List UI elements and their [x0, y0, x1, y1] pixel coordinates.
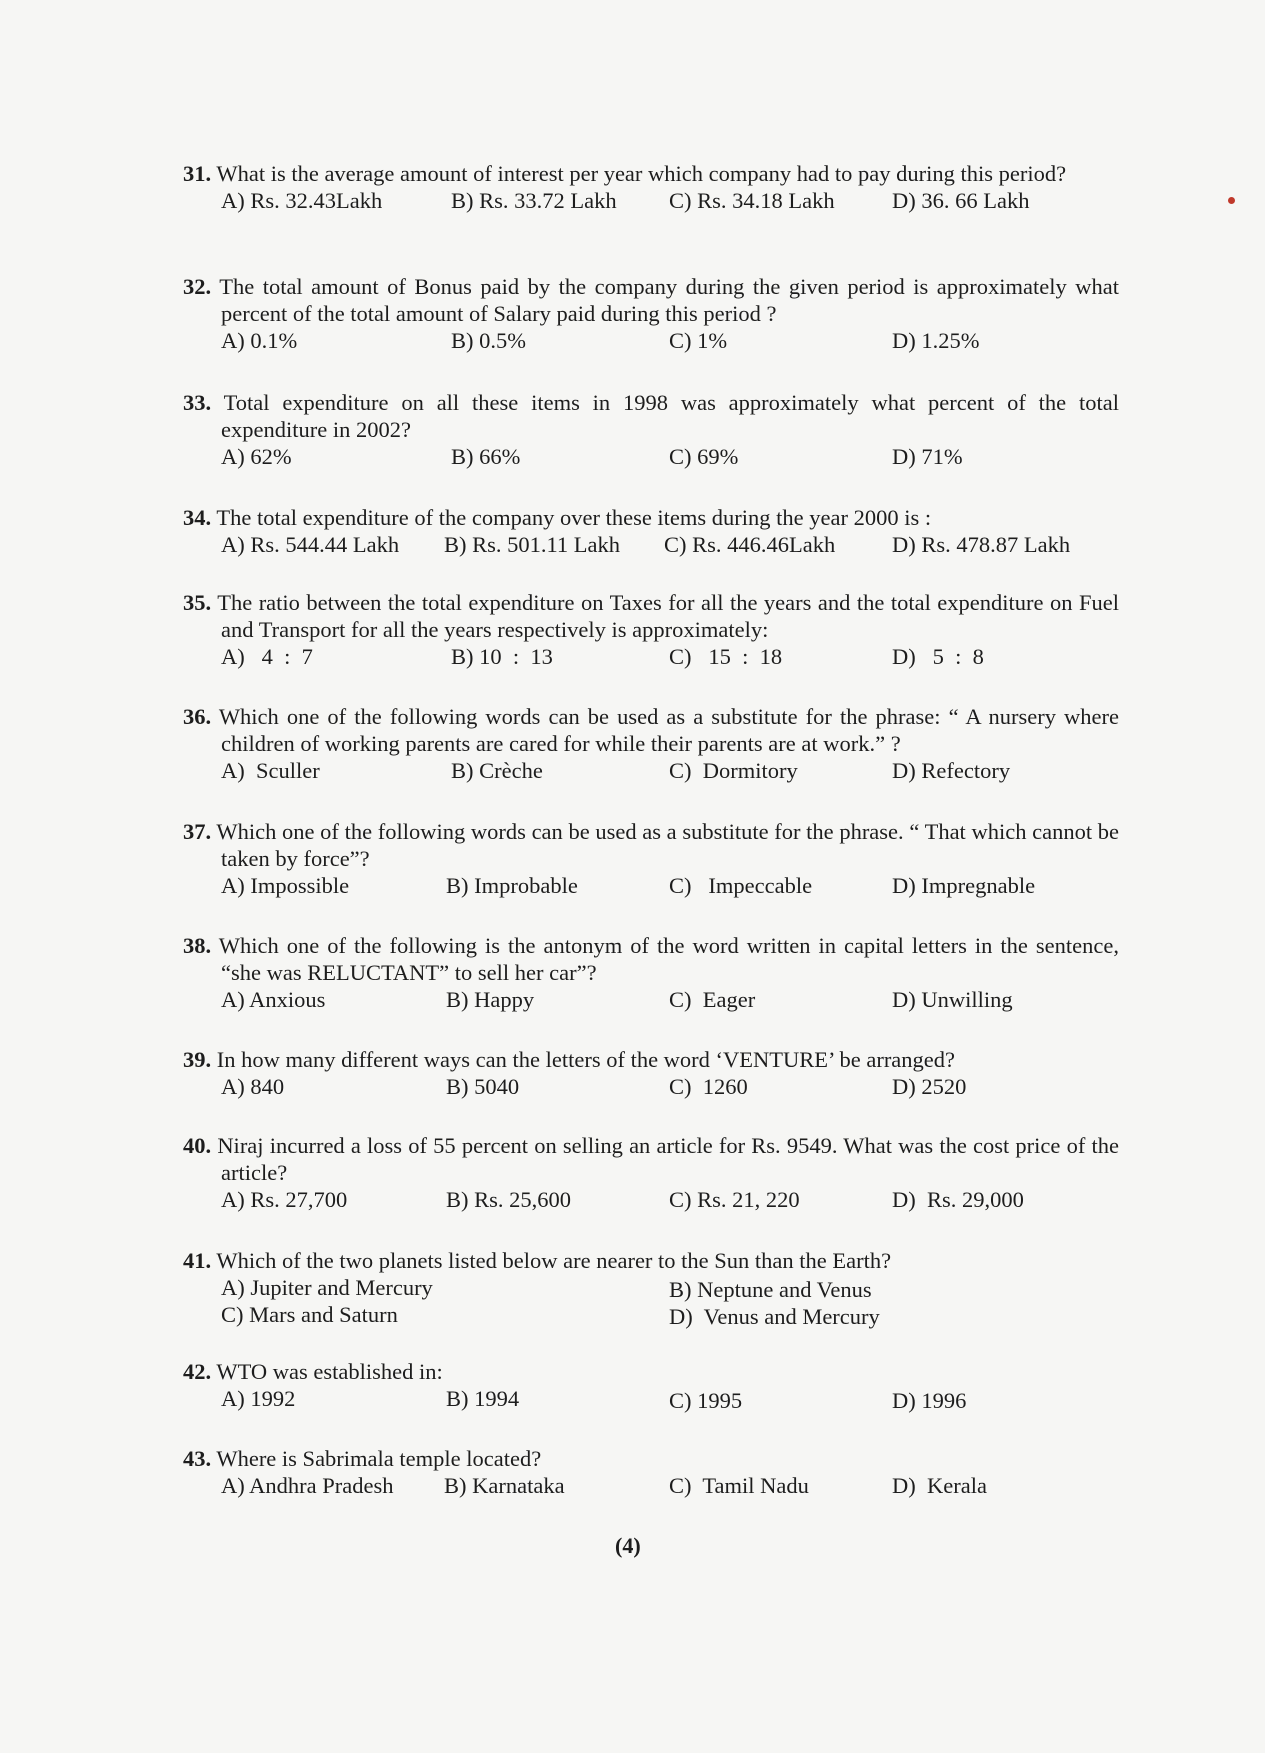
question-text: Total expenditure on all these items in 1998 was approximately what percent of the total expenditure in 2002?: [221, 390, 1119, 442]
options-row: [221, 1186, 1119, 1214]
question-number: 38.: [183, 933, 212, 958]
question-number: 35.: [183, 590, 212, 615]
option-c: C) Impeccable: [669, 873, 813, 898]
option-b: B) Happy: [446, 987, 535, 1012]
page-number: (4): [615, 1533, 641, 1558]
options-row: [221, 872, 1119, 900]
option-c: C) 1%: [669, 328, 728, 353]
option-c: C) 69%: [669, 444, 739, 469]
option-c: C) Rs. 21, 220: [669, 1187, 800, 1212]
options-grid: [221, 1274, 1119, 1330]
question-number: 32.: [183, 274, 212, 299]
option-d: D) 2520: [892, 1074, 967, 1099]
option-b: B) 5040: [446, 1074, 520, 1099]
option-b: B) 66%: [451, 444, 521, 469]
option-b: B) Karnataka: [444, 1473, 565, 1498]
option-a: A) Jupiter and Mercury: [221, 1275, 433, 1300]
options-row: [221, 443, 1119, 471]
options-row: [221, 986, 1119, 1014]
option-d: D) Rs. 29,000: [892, 1187, 1024, 1212]
options-row: [221, 327, 1119, 355]
question-number: 37.: [183, 819, 212, 844]
option-b: B) 10 : 13: [451, 644, 553, 669]
question-33: [183, 389, 1119, 471]
question-36: [183, 703, 1119, 785]
option-c: C) 15 : 18: [669, 644, 783, 669]
option-d: D) 1996: [892, 1388, 967, 1413]
option-c: C) Dormitory: [669, 758, 798, 783]
option-a: A) 62%: [221, 444, 292, 469]
option-b: B) 1994: [446, 1386, 520, 1411]
options-row: [221, 757, 1119, 785]
option-c: C) Mars and Saturn: [221, 1302, 398, 1327]
question-41: [183, 1247, 1119, 1330]
option-c: C) 1995: [669, 1388, 743, 1413]
question-38: [183, 932, 1119, 1014]
option-d: D) 36. 66 Lakh: [892, 188, 1030, 213]
option-a: A) 1992: [221, 1386, 296, 1411]
ink-speck: [1228, 197, 1235, 204]
option-a: A) Rs. 27,700: [221, 1187, 348, 1212]
option-a: A) 0.1%: [221, 328, 298, 353]
question-39: [183, 1046, 1119, 1101]
option-a: A) Rs. 32.43Lakh: [221, 188, 383, 213]
option-d: D) 1.25%: [892, 328, 980, 353]
question-number: 31.: [183, 161, 212, 186]
question-text: Which one of the following words can be used as a substitute for the phrase: “ A nursery where children of working parents are cared for while their parents are at work.” ?: [218, 704, 1120, 756]
option-b: B) Rs. 25,600: [446, 1187, 572, 1212]
question-text: Niraj incurred a loss of 55 percent on selling an article for Rs. 9549. What was the cost price of the article?: [217, 1133, 1119, 1185]
option-b: B) Rs. 33.72 Lakh: [451, 188, 617, 213]
question-31: [183, 160, 1119, 215]
option-a: A) Anxious: [221, 987, 326, 1012]
question-text: Which of the two planets listed below are nearer to the Sun than the Earth?: [216, 1248, 892, 1273]
question-34: [183, 504, 1119, 559]
option-b: B) Improbable: [446, 873, 578, 898]
options-row: [221, 531, 1119, 559]
option-c: C) Rs. 446.46Lakh: [664, 532, 836, 557]
option-d: D) 71%: [892, 444, 963, 469]
option-a: A) 4 : 7: [221, 644, 313, 669]
option-a: A) Impossible: [221, 873, 350, 898]
option-a: A) 840: [221, 1074, 285, 1099]
option-a: A) Rs. 544.44 Lakh: [221, 532, 400, 557]
option-d: D) Impregnable: [892, 873, 1036, 898]
question-text: WTO was established in:: [216, 1359, 443, 1384]
question-text: Where is Sabrimala temple located?: [216, 1446, 542, 1471]
question-number: 33.: [183, 390, 212, 415]
question-42: [183, 1358, 1119, 1413]
question-number: 39.: [183, 1047, 212, 1072]
option-d: D) Kerala: [892, 1473, 987, 1498]
question-43: [183, 1445, 1119, 1500]
question-40: [183, 1132, 1119, 1214]
option-a: A) Sculler: [221, 758, 320, 783]
option-c: C) Rs. 34.18 Lakh: [669, 188, 835, 213]
option-c: C) 1260: [669, 1074, 748, 1099]
options-row: [221, 1472, 1119, 1500]
question-text: The total amount of Bonus paid by the company during the given period is approximately what percent of the total amount of Salary paid during this period ?: [219, 274, 1119, 326]
options-row: [221, 1073, 1119, 1101]
question-number: 40.: [183, 1133, 212, 1158]
option-d: D) Refectory: [892, 758, 1011, 783]
option-d: D) 5 : 8: [892, 644, 984, 669]
question-37: [183, 818, 1119, 900]
option-b: B) 0.5%: [451, 328, 526, 353]
options-row: [221, 187, 1119, 215]
option-c: C) Eager: [669, 987, 756, 1012]
option-d: D) Rs. 478.87 Lakh: [892, 532, 1071, 557]
question-number: 42.: [183, 1359, 212, 1384]
question-text: In how many different ways can the letters of the word ‘VENTURE’ be arranged?: [216, 1047, 956, 1072]
options-row: [221, 1385, 1119, 1413]
option-d: D) Unwilling: [892, 987, 1013, 1012]
question-text: The ratio between the total expenditure on Taxes for all the years and the total expenditure on Fuel and Transport for all the years respectively is approximately:: [217, 590, 1119, 642]
option-b: B) Rs. 501.11 Lakh: [444, 532, 621, 557]
question-number: 34.: [183, 505, 212, 530]
question-text: What is the average amount of interest per year which company had to pay during this period?: [216, 161, 1067, 186]
option-a: A) Andhra Pradesh: [221, 1473, 394, 1498]
option-c: C) Tamil Nadu: [669, 1473, 809, 1498]
question-32: [183, 273, 1119, 355]
question-number: 41.: [183, 1248, 212, 1273]
question-number: 43.: [183, 1446, 212, 1471]
question-35: [183, 589, 1119, 671]
option-b: B) Crèche: [451, 758, 543, 783]
question-number: 36.: [183, 704, 212, 729]
options-row: [221, 643, 1119, 671]
option-b: B) Neptune and Venus: [669, 1277, 872, 1302]
question-text: Which one of the following is the antonym of the word written in capital letters in the sentence, “she was RELUCTANT” to sell her car”?: [218, 933, 1119, 985]
question-text: The total expenditure of the company over these items during the year 2000 is :: [216, 505, 932, 530]
option-d: D) Venus and Mercury: [669, 1304, 880, 1329]
question-text: Which one of the following words can be used as a substitute for the phrase. “ That which cannot be taken by force”?: [216, 819, 1120, 871]
